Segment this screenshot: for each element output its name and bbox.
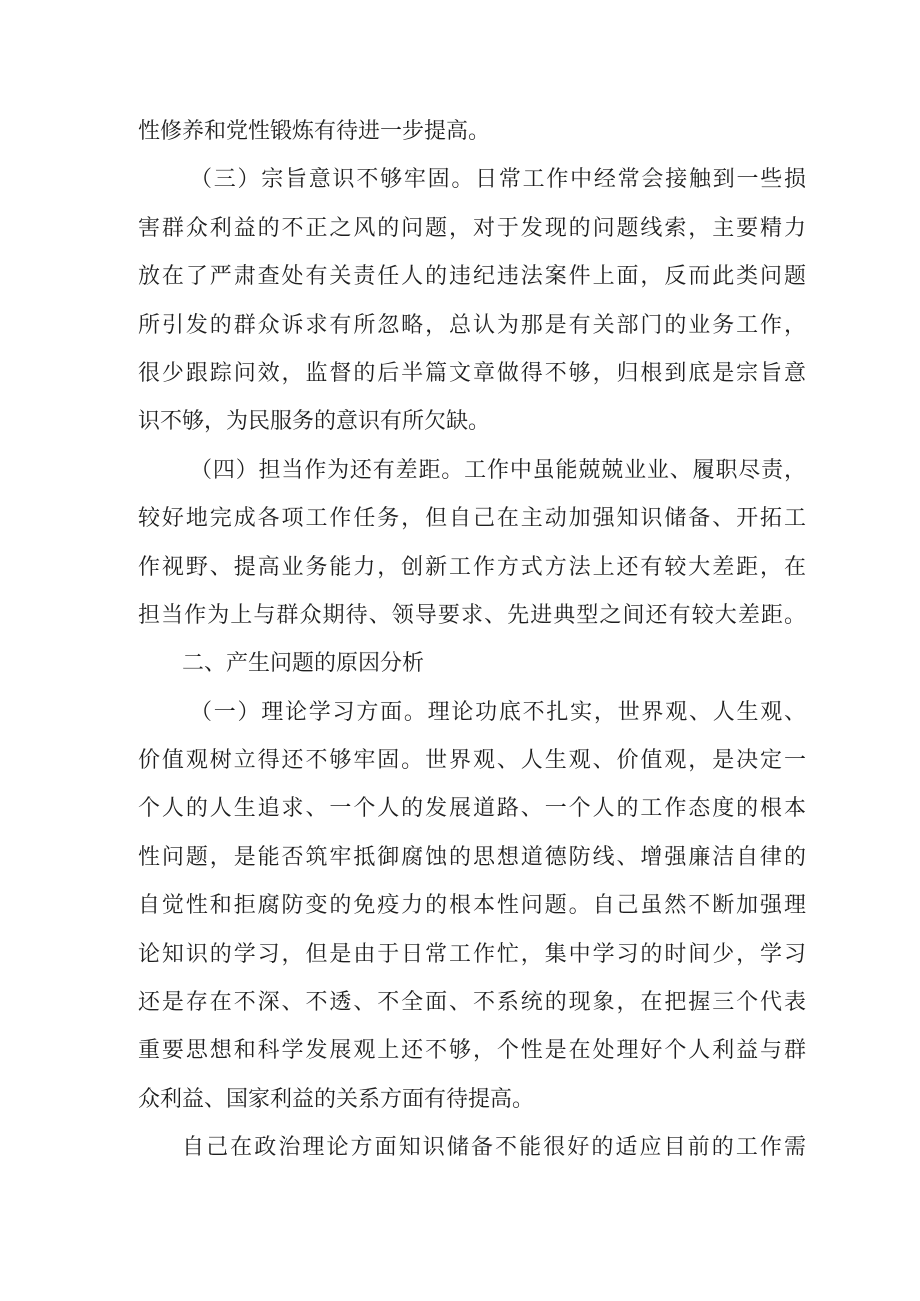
text-line: 较好地完成各项工作任务，但自己在主动加强知识储备、开拓工 [138, 506, 806, 532]
text-line: 论知识的学习，但是由于日常工作忙，集中学习的时间少，学习 [138, 941, 806, 967]
text-line: 还是存在不深、不透、不全面、不系统的现象，在把握三个代表 [138, 990, 806, 1016]
text-line: 放在了严肃查处有关责任人的违纪违法案件上面，反而此类问题 [138, 264, 806, 290]
document-body [138, 108, 806, 1173]
text-line: （三）宗旨意识不够牢固。日常工作中经常会接触到一些损 [190, 167, 806, 193]
text-line: 所引发的群众诉求有所忽略，总认为那是有关部门的业务工作， [138, 312, 806, 338]
text-line: 性修养和党性锻炼有待进一步提高。 [138, 119, 491, 144]
text-line: （一）理论学习方面。理论功底不扎实，世界观、人生观、 [190, 699, 806, 725]
text-line: 作视野、提高业务能力，创新工作方式方法上还有较大差距，在 [138, 554, 806, 580]
text-line: 价值观树立得还不够牢固。世界观、人生观、价值观，是决定一 [138, 748, 806, 774]
text-line: 重要思想和科学发展观上还不够，个性是在处理好个人利益与群 [138, 1038, 806, 1064]
text-line: 性问题，是能否筑牢抵御腐蚀的思想道德防线、增强廉洁自律的 [138, 844, 806, 870]
text-line: 识不够，为民服务的意识有所欠缺。 [138, 409, 491, 435]
text-line: 担当作为上与群众期待、领导要求、先进典型之间还有较大差距。 [138, 602, 806, 628]
text-line: 个人的人生追求、一个人的发展道路、一个人的工作态度的根本 [138, 796, 806, 822]
text-line: 自己在政治理论方面知识储备不能很好的适应目前的工作需 [182, 1135, 806, 1161]
text-line: 自觉性和拒腐防变的免疫力的根本性问题。自己虽然不断加强理 [138, 893, 806, 919]
text-line: 很少跟踪问效，监督的后半篇文章做得不够，归根到底是宗旨意 [138, 360, 806, 386]
text-line: 害群众利益的不正之风的问题，对于发现的问题线索，主要精力 [138, 215, 806, 241]
section-heading: 二、产生问题的原因分析 [182, 651, 425, 677]
text-line: （四）担当作为还有差距。工作中虽能兢兢业业、履职尽责， [190, 457, 806, 483]
text-line: 众利益、国家利益的关系方面有待提高。 [138, 1086, 535, 1112]
